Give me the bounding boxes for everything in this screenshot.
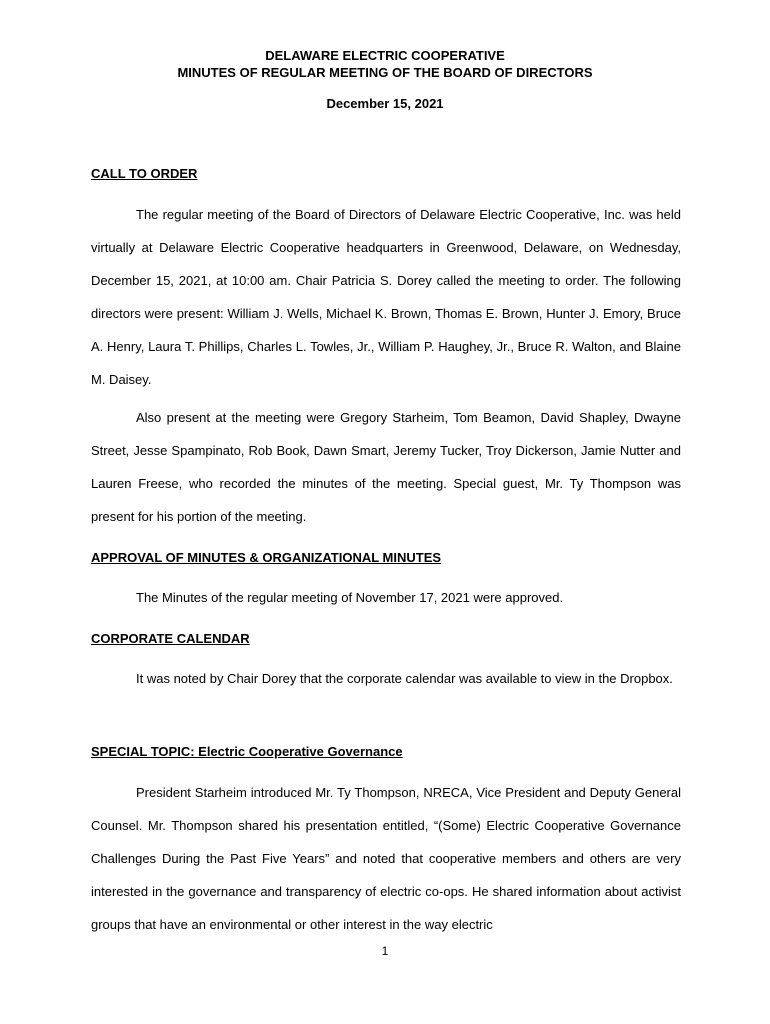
paragraph-special-topic: President Starheim introduced Mr. Ty Thompson, NRECA, Vice President and Deputy General Counsel. Mr. Thompson shared his presentation entitled, “(Some) Electric Cooperative Governance Challenges During the Past Five Years” and noted that cooperative members and others are very interested in the governance and transparency of electric co-ops. He shared information about activist groups that have an environmental or other interest in the way electric [91, 785, 681, 932]
heading-special-topic: SPECIAL TOPIC: Electric Cooperative Governance [91, 744, 403, 759]
paragraph-approval-of-minutes: The Minutes of the regular meeting of November 17, 2021 were approved. [136, 590, 564, 605]
heading-approval-of-minutes: APPROVAL OF MINUTES & ORGANIZATIONAL MINUTES [91, 550, 442, 565]
heading-corporate-calendar: CORPORATE CALENDAR [91, 631, 250, 646]
document-title: MINUTES OF REGULAR MEETING OF THE BOARD OF DIRECTORS [177, 65, 593, 80]
heading-call-to-order: CALL TO ORDER [91, 166, 198, 181]
organization-name: DELAWARE ELECTRIC COOPERATIVE [265, 48, 505, 63]
paragraph-also-present: Also present at the meeting were Gregory Starheim, Tom Beamon, David Shapley, Dwayne Street, Jesse Spampinato, Rob Book, Dawn Smart, Jeremy Tucker, Troy Dickerson, Jamie Nutter and Lauren Freese, who recorded the minutes of the meeting. Special guest, Mr. Ty Thompson was present for his portion of the meeting. [91, 410, 681, 524]
page-number: 1 [381, 944, 389, 958]
meeting-date: December 15, 2021 [326, 96, 444, 111]
paragraph-call-to-order: The regular meeting of the Board of Directors of Delaware Electric Cooperative, Inc. was held virtually at Delaware Electric Cooperative headquarters in Greenwood, Delaware, on Wednesday, December 15, 2021, at 10:00 am. Chair Patricia S. Dorey called the meeting to order. The following directors were present: William J. Wells, Michael K. Brown, Thomas E. Brown, Hunter J. Emory, Bruce A. Henry, Laura T. Phillips, Charles L. Towles, Jr., William P. Haughey, Jr., Bruce R. Walton, and Blaine M. Daisey. [91, 207, 681, 387]
paragraph-corporate-calendar: It was noted by Chair Dorey that the corporate calendar was available to view in the Dropbox. [136, 671, 673, 686]
